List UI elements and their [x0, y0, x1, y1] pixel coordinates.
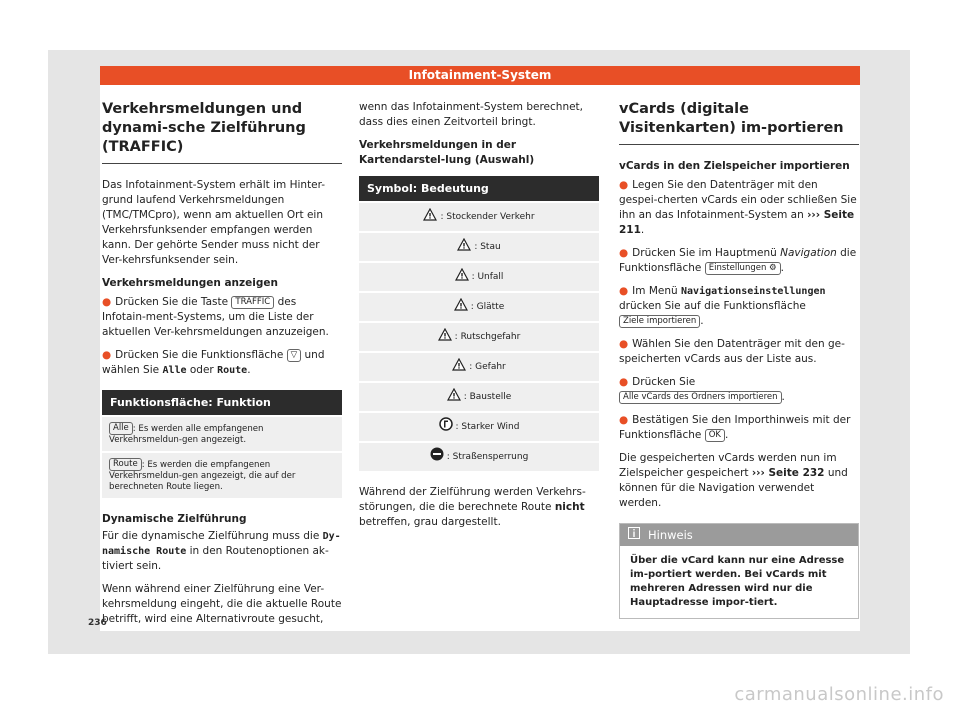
warning-icon — [455, 268, 469, 287]
traffic-key: TRAFFIC — [231, 296, 274, 309]
paragraph: Während der Zielführung werden Verkehrs-störungen, die die berechnete Route nicht betreffen, grau dargestellt. — [359, 486, 586, 528]
symbol-label: : Gefahr — [469, 361, 506, 372]
symbol-row — [359, 381, 599, 411]
hint-text: Über die vCard kann nur eine Adresse im-portiert werden. Bei vCards mit mehreren Adressen wird nur die Hauptadresse impor-tiert. — [630, 555, 845, 608]
subheading: vCards in den Zielspeicher importieren — [619, 160, 850, 172]
right-column — [619, 100, 859, 619]
symbol-row — [359, 261, 599, 291]
hint-header: Hinweis — [620, 524, 858, 546]
symbol-label: : Straßensperrung — [446, 451, 529, 462]
warning-icon — [438, 328, 452, 347]
symbol-row — [359, 231, 599, 261]
warning-icon — [447, 388, 461, 407]
no-entry-icon — [430, 447, 444, 467]
left-column — [102, 100, 342, 635]
intro-paragraph: Das Infotainment-System erhält im Hinter-grund laufend Verkehrsmeldungen (TMC/TMCpro), wenn am aktuellen Ort ein Verkehrsfunksender empfangen werden kann. Der gehörte Sender muss nicht der Ver-kehrsfunksender sein. — [102, 179, 326, 266]
warning-icon — [452, 358, 466, 377]
warning-icon — [423, 208, 437, 227]
paragraph: Wenn während einer Zielführung eine Ver-kehrsmeldung eingeht, die die aktuelle Route betrifft, wird eine Alternativroute gesucht, — [102, 583, 342, 625]
warning-icon — [457, 238, 471, 257]
paragraph: wenn das Infotainment-System berechnet, dass dies einen Zeitvorteil bringt. — [359, 101, 584, 128]
paragraph: Die gespeicherten vCards werden nun im Zielspeicher gespeichert ››› Seite 232 und können für die Navigation verwendet werden. — [619, 452, 848, 509]
subheading: Verkehrsmeldungen anzeigen — [102, 277, 278, 289]
symbol-row — [359, 411, 599, 441]
symbol-row — [359, 201, 599, 231]
bullet-item: ● Drücken Sie Alle vCards des Ordners importieren . — [619, 376, 785, 403]
bullet-item: ● Drücken Sie die Taste TRAFFIC des Infotain-ment-Systems, um die Liste der aktuellen Ver-kehrsmeldungen anzuzeigen. — [102, 296, 329, 338]
table-header: Symbol: Bedeutung — [359, 176, 599, 201]
symbol-label: : Rutschgefahr — [454, 331, 521, 342]
table-row: Route : Es werden die empfangenen Verkehrsmeldun-gen angezeigt, die auf der berechneten Route liegen. — [102, 451, 342, 498]
symbol-label: : Baustelle — [463, 391, 512, 402]
bullet-item: ● Legen Sie den Datenträger mit den gespei-cherten vCards ein oder schließen Sie ihn an das Infotainment-System an ››› Seite 211. — [619, 179, 857, 236]
hint-box — [619, 523, 859, 619]
symbol-label: : Glätte — [470, 301, 505, 312]
info-icon — [628, 527, 640, 543]
table-header: Funktionsfläche: Funktion — [102, 390, 342, 415]
watermark: carmanualsonline.info — [734, 684, 944, 705]
wind-icon — [439, 417, 453, 437]
subheading: Verkehrsmeldungen in der Kartendarstel-lung (Auswahl) — [359, 139, 535, 166]
symbol-table — [359, 176, 599, 471]
bullet-item: ● Im Menü Navigationseinstellungen drücken Sie auf die Funktionsfläche Ziele importieren . — [619, 285, 826, 327]
page-header: Infotainment-System — [100, 66, 860, 85]
bullet-item: ● Drücken Sie im Hauptmenü Navigation die Funktionsfläche Einstellungen ⚙ . — [619, 247, 857, 274]
bullet-item: ● Wählen Sie den Datenträger mit den ge-speicherten vCards aus der Liste aus. — [619, 338, 845, 365]
symbol-label: : Stau — [474, 241, 501, 252]
table-row: Alle : Es werden alle empfangenen Verkehrsmeldun-gen angezeigt. — [102, 415, 342, 451]
section-title: Verkehrsmeldungen und dynami-sche Zielführung (TRAFFIC) — [102, 100, 342, 164]
symbol-label: : Unfall — [471, 271, 504, 282]
symbol-row — [359, 351, 599, 381]
warning-icon — [454, 298, 468, 317]
subheading: Dynamische Zielführung — [102, 513, 247, 525]
bullet-item: ● Bestätigen Sie den Importhinweis mit der Funktionsfläche OK . — [619, 414, 851, 441]
page-number: 236 — [88, 618, 107, 628]
symbol-label: : Starker Wind — [455, 421, 520, 432]
symbol-row — [359, 441, 599, 471]
symbol-row — [359, 291, 599, 321]
dropdown-key: ▽ — [287, 349, 302, 362]
symbol-label: : Stockender Verkehr — [440, 211, 535, 222]
middle-column — [359, 100, 599, 538]
bullet-item: ● Drücken Sie die Funktionsfläche ▽ und wählen Sie Alle oder Route. — [102, 349, 325, 376]
symbol-row — [359, 321, 599, 351]
paragraph: Für die dynamische Zielführung muss die Dy-namische Route in den Routenoptionen ak-tiviert sein. — [102, 530, 341, 572]
section-title: vCards (digitale Visitenkarten) im-portieren — [619, 100, 859, 145]
function-table — [102, 390, 342, 498]
